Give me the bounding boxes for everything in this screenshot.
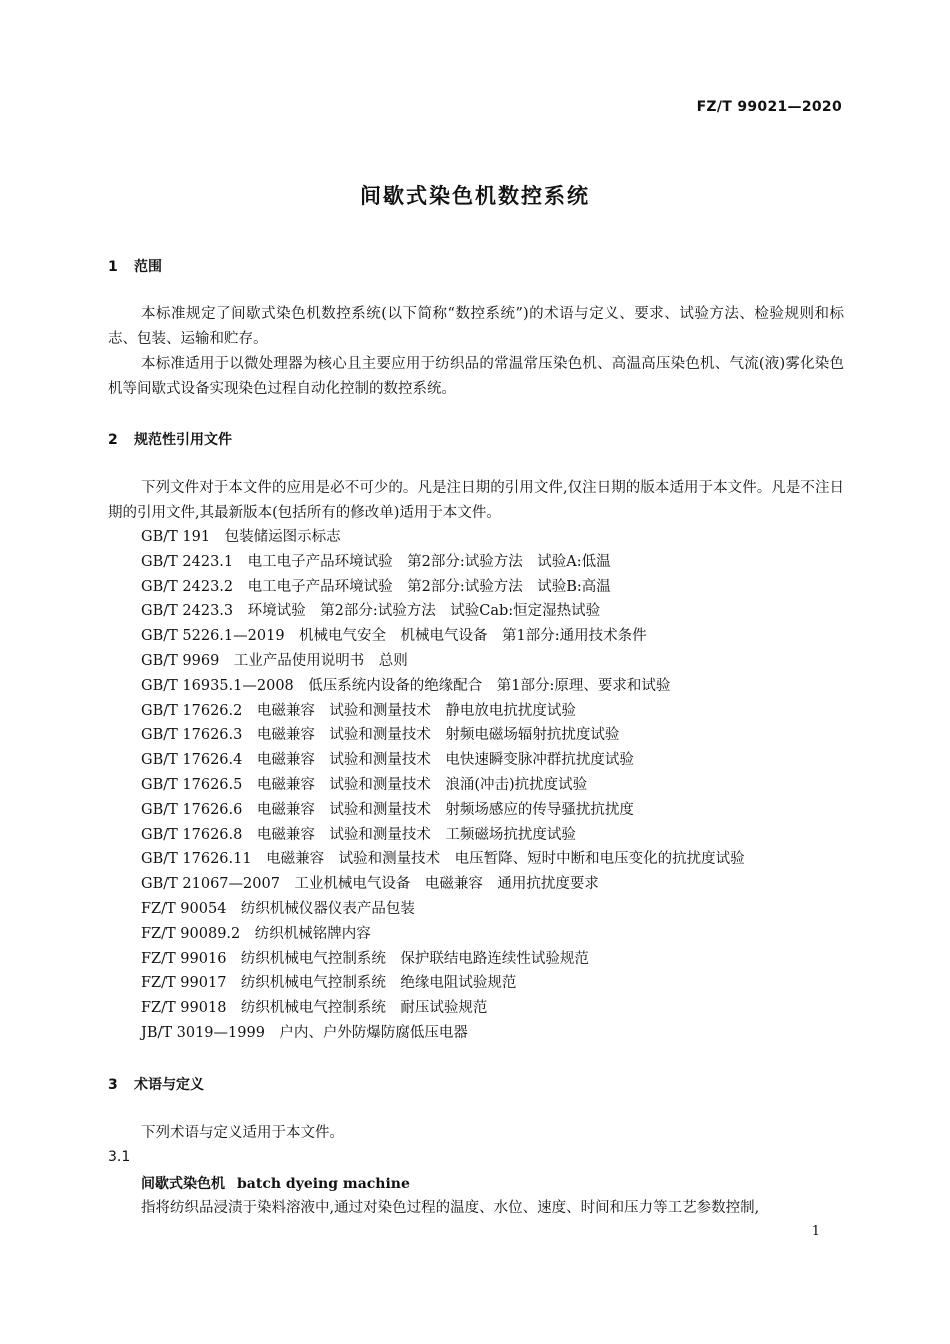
section-number: 3	[108, 1077, 118, 1093]
paragraph: 本标准规定了间歇式染色机数控系统(以下简称“数控系统”)的术语与定义、要求、试验方法、检验规则和标志、包装、运输和贮存。	[108, 306, 844, 347]
entry-number: 3.1	[108, 1149, 131, 1165]
reference-item: JB/T 3019—1999 户内、户外防爆防腐低压电器	[141, 1024, 468, 1041]
reference-item: GB/T 5226.1—2019 机械电气安全 机械电气设备 第1部分:通用技术条件	[141, 628, 647, 645]
section-heading-2	[108, 429, 232, 449]
page-number: 1	[811, 1224, 820, 1239]
reference-item: FZ/T 90054 纺织机械仪器仪表产品包装	[141, 900, 415, 917]
reference-item: FZ/T 90089.2 纺织机械铭牌内容	[141, 925, 371, 942]
reference-item: FZ/T 99016 纺织机械电气控制系统 保护联结电路连续性试验规范	[141, 950, 589, 967]
reference-item: GB/T 17626.11 电磁兼容 试验和测量技术 电压暂降、短时中断和电压变化的抗扰度试验	[141, 851, 745, 868]
reference-item: GB/T 17626.8 电磁兼容 试验和测量技术 工频磁场抗扰度试验	[141, 826, 576, 843]
paragraph: 下列术语与定义适用于本文件。	[141, 1125, 344, 1141]
reference-item: GB/T 17626.3 电磁兼容 试验和测量技术 射频电磁场辐射抗扰度试验	[141, 727, 620, 744]
reference-list	[141, 525, 745, 1046]
term-chinese: 间歇式染色机	[141, 1176, 225, 1192]
reference-item: GB/T 17626.2 电磁兼容 试验和测量技术 静电放电抗扰度试验	[141, 702, 576, 719]
reference-item: GB/T 17626.6 电磁兼容 试验和测量技术 射频场感应的传导骚扰抗扰度	[141, 801, 634, 818]
reference-item: GB/T 2423.2 电工电子产品环境试验 第2部分:试验方法 试验B:高温	[141, 578, 611, 595]
reference-item: FZ/T 99017 纺织机械电气控制系统 绝缘电阻试验规范	[141, 975, 517, 992]
reference-item: GB/T 21067—2007 工业机械电气设备 电磁兼容 通用抗扰度要求	[141, 876, 599, 893]
section-number: 1	[108, 259, 118, 275]
section-heading-1	[108, 256, 162, 276]
term-heading	[141, 1173, 410, 1193]
reference-item: GB/T 17626.4 电磁兼容 试验和测量技术 电快速瞬变脉冲群抗扰度试验	[141, 752, 634, 769]
reference-item: GB/T 16935.1—2008 低压系统内设备的绝缘配合 第1部分:原理、要求和试验	[141, 677, 671, 694]
section-title: 规范性引用文件	[134, 432, 232, 448]
section-title: 术语与定义	[134, 1077, 204, 1093]
section-heading-3	[108, 1074, 204, 1094]
section-number: 2	[108, 432, 118, 448]
section-title: 范围	[134, 259, 162, 275]
paragraph: 下列文件对于本文件的应用是必不可少的。凡是注日期的引用文件,仅注日期的版本适用于本文件。凡是不注日期的引用文件,其最新版本(包括所有的修改单)适用于本文件。	[108, 480, 844, 521]
term-english: batch dyeing machine	[237, 1176, 410, 1192]
term-definition: 指将纺织品浸渍于染料溶液中,通过对染色过程的温度、水位、速度、时间和压力等工艺参数控制,	[141, 1200, 760, 1216]
reference-item: GB/T 2423.3 环境试验 第2部分:试验方法 试验Cab:恒定湿热试验	[141, 603, 601, 620]
reference-item: GB/T 191 包装储运图示标志	[141, 529, 341, 545]
document-title: 间歇式染色机数控系统	[360, 184, 590, 208]
paragraph: 本标准适用于以微处理器为核心且主要应用于纺织品的常温常压染色机、高温高压染色机、气流(液)雾化染色机等间歇式设备实现染色过程自动化控制的数控系统。	[108, 356, 844, 397]
reference-item: FZ/T 99018 纺织机械电气控制系统 耐压试验规范	[141, 1000, 488, 1017]
reference-item: GB/T 2423.1 电工电子产品环境试验 第2部分:试验方法 试验A:低温	[141, 553, 611, 570]
reference-item: GB/T 9969 工业产品使用说明书 总则	[141, 652, 408, 669]
standard-code: FZ/T 99021—2020	[696, 99, 842, 115]
reference-item: GB/T 17626.5 电磁兼容 试验和测量技术 浪涌(冲击)抗扰度试验	[141, 776, 588, 793]
